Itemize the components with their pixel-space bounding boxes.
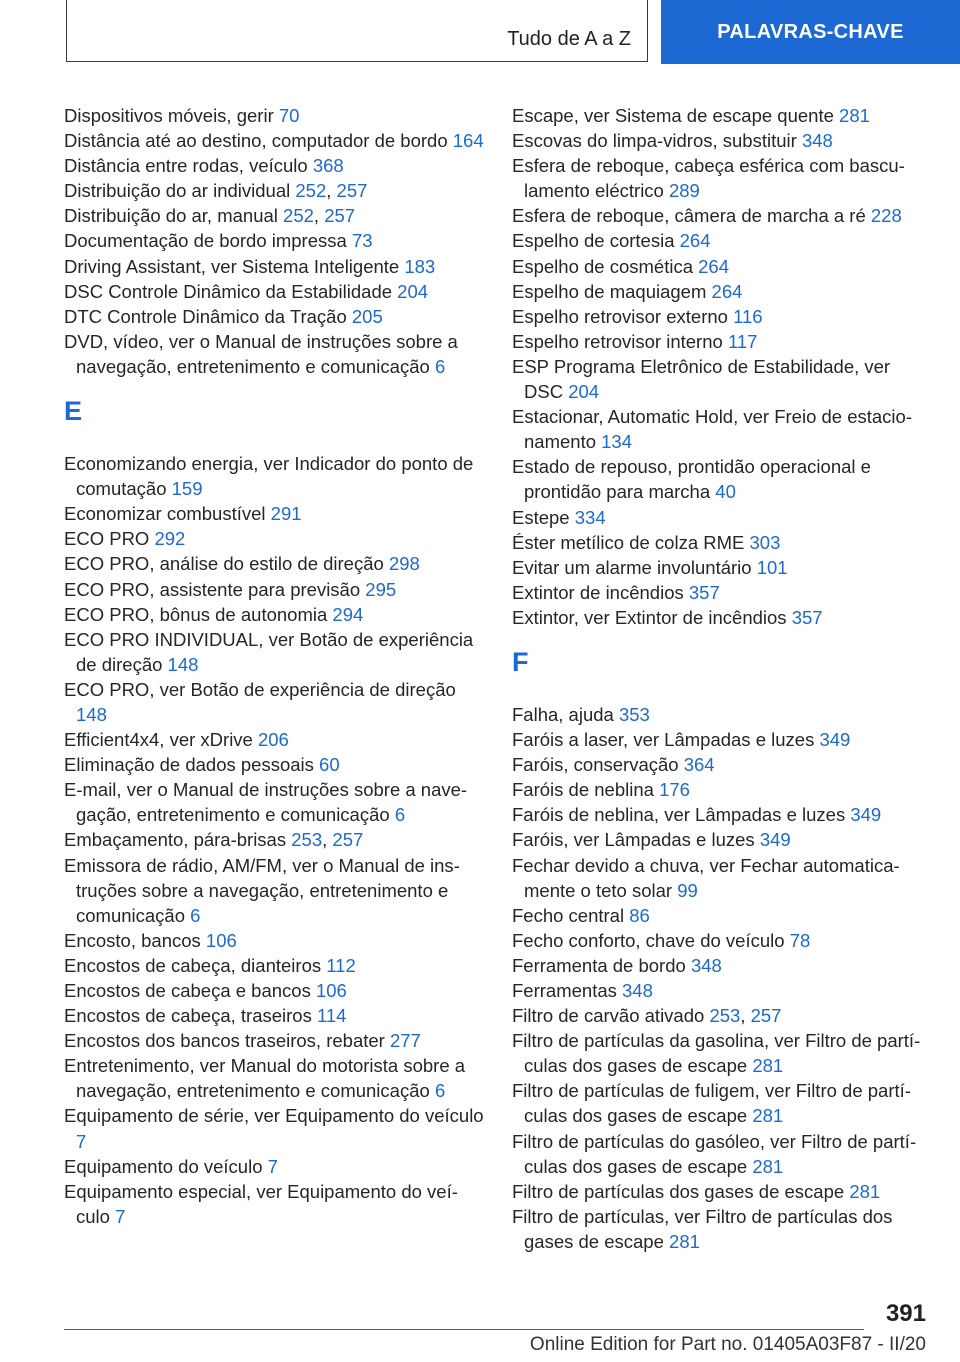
- page-reference-link[interactable]: 148: [167, 653, 199, 675]
- index-entry-text: Emissora de rádio, AM/FM, ver o Manual de instruções sobre a navegação, entretenimento e comunicação: [64, 854, 460, 926]
- index-entry-text: Extintor de incêndios: [512, 581, 684, 603]
- index-entry: [512, 530, 930, 555]
- index-entry-text: Encostos dos bancos traseiros, rebater: [64, 1030, 385, 1052]
- index-entry-text: Filtro de partículas da gasolina, ver Filtro de partículas dos gases de escape: [512, 1030, 921, 1077]
- index-entry: [512, 1129, 930, 1179]
- page-reference-link[interactable]: 114: [316, 1005, 347, 1027]
- index-entry: [64, 978, 484, 1003]
- page-reference-link[interactable]: 281: [752, 1155, 784, 1177]
- index-entry-text: Evitar um alarme involuntário: [512, 556, 752, 578]
- index-entry-text: Encosto, bancos: [64, 929, 201, 951]
- index-entry-text: Economizar combustível: [64, 503, 266, 525]
- page-reference-link[interactable]: 6: [394, 804, 406, 826]
- index-entry-text: Fecho central: [512, 904, 625, 926]
- index-entry-text: Eliminação de dados pessoais: [64, 754, 314, 776]
- index-entry: [512, 802, 930, 827]
- index-entry-text: Estado de repouso, prontidão operacional e prontidão para marcha: [512, 456, 871, 503]
- index-entry: [512, 103, 930, 128]
- index-entry-text: Encostos de cabeça, dianteiros: [64, 954, 322, 976]
- index-entry: Distribuição do ar individual 252, 257: [64, 180, 368, 202]
- page-reference-link[interactable]: 281: [849, 1180, 881, 1202]
- index-entry-text: Faróis a laser, ver Lâmpadas e luzes: [512, 729, 815, 751]
- page-number: 391: [885, 1300, 926, 1327]
- index-entry-text: Faróis, ver Lâmpadas e luzes: [512, 829, 755, 851]
- index-entry: [64, 501, 484, 526]
- page-reference-link[interactable]: 298: [388, 553, 420, 575]
- page-reference-link[interactable]: 281: [839, 105, 870, 126]
- index-entry-text: DTC Controle Dinâmico da Tração: [64, 305, 347, 327]
- page-reference-link[interactable]: 206: [257, 729, 289, 751]
- page-reference-link[interactable]: 60: [319, 754, 340, 776]
- header-tab-keywords[interactable]: [661, 0, 960, 64]
- page-reference-link[interactable]: 281: [669, 1230, 700, 1252]
- index-entry: [512, 1028, 930, 1078]
- page-reference-link[interactable]: 281: [752, 1055, 784, 1077]
- index-entry: [64, 677, 484, 727]
- page-reference-link[interactable]: 364: [683, 754, 715, 776]
- page-reference-link[interactable]: 117: [727, 330, 758, 352]
- index-entry: [512, 853, 930, 903]
- index-entry-text: Estepe: [512, 506, 570, 528]
- header-section-box: [66, 0, 648, 62]
- index-entry: [64, 1003, 484, 1028]
- index-entry-text: E-mail, ver o Manual de instruções sobre a navegação, entretenimento e comunicação: [64, 779, 468, 826]
- index-entry: [512, 953, 930, 978]
- index-entry: [64, 752, 484, 777]
- index-entry-text: ECO PRO, análise do estilo de direção: [64, 553, 384, 575]
- index-entry-text: ECO PRO: [64, 528, 150, 550]
- index-entry-text: Equipamento especial, ver Equipamento do veículo: [64, 1180, 458, 1227]
- page-reference-link[interactable]: 357: [791, 606, 823, 628]
- index-entry: [64, 777, 484, 827]
- index-letter-heading: E: [64, 396, 83, 427]
- page-reference-link[interactable]: 257: [336, 180, 368, 202]
- index-entry-text: Ferramenta de bordo: [512, 954, 686, 976]
- page-reference-link[interactable]: 264: [711, 280, 743, 302]
- index-entry: [64, 329, 484, 379]
- index-entry: [64, 853, 484, 928]
- index-entry: [64, 228, 484, 253]
- page-reference-link[interactable]: 78: [789, 929, 811, 951]
- index-entry: [512, 454, 930, 504]
- index-column-left: [64, 103, 484, 1229]
- index-entry-text: Distância até ao destino, computador de bordo: [64, 130, 448, 152]
- index-entry-text: Escape, ver Sistema de escape quente: [512, 105, 834, 126]
- index-entry-text: Esfera de reboque, cabeça esférica com basculamento eléctrico: [512, 155, 905, 202]
- page-reference-link[interactable]: 295: [365, 578, 397, 600]
- page-reference-link[interactable]: 183: [404, 255, 436, 277]
- page-reference-link[interactable]: 176: [659, 779, 690, 801]
- index-entry-text: Distribuição do ar, manual: [64, 205, 278, 227]
- page-reference-link[interactable]: 292: [154, 528, 186, 550]
- index-entry: Filtro de carvão ativado 253, 257: [512, 1005, 782, 1027]
- index-entry: [64, 551, 484, 576]
- page-reference-link[interactable]: 101: [756, 556, 788, 578]
- index-entry: [64, 254, 484, 279]
- index-entry-text: Falha, ajuda: [512, 703, 614, 725]
- page-reference-link[interactable]: 7: [76, 1130, 87, 1152]
- page-reference-link[interactable]: 253: [709, 1005, 741, 1027]
- index-entry-text: ECO PRO, bônus de autonomia: [64, 603, 328, 625]
- page-reference-link[interactable]: 204: [397, 280, 429, 302]
- index-entry: [64, 928, 484, 953]
- page-reference-link[interactable]: 40: [715, 481, 736, 503]
- index-entry-text: Efficient4x4, ver xDrive: [64, 729, 253, 751]
- page-reference-link[interactable]: 257: [750, 1005, 782, 1027]
- index-entry-text: Fechar devido a chuva, ver Fechar automaticamente o teto solar: [512, 854, 900, 901]
- index-entry: [512, 128, 930, 153]
- page-reference-link[interactable]: 6: [434, 355, 446, 377]
- index-entry: [512, 555, 930, 580]
- index-entry: [512, 354, 930, 404]
- header-tab-label: PALAVRAS-CHAVE: [717, 20, 904, 43]
- page-reference-link[interactable]: 349: [850, 804, 882, 826]
- page-reference-link[interactable]: 106: [205, 929, 237, 951]
- page-reference-link[interactable]: 281: [752, 1105, 784, 1127]
- page-reference-link[interactable]: 349: [759, 829, 791, 851]
- page-reference-link[interactable]: 7: [267, 1155, 278, 1177]
- index-entry-text: ECO PRO INDIVIDUAL, ver Botão de experiência de direção: [64, 628, 474, 675]
- page-reference-link[interactable]: 289: [668, 180, 700, 202]
- index-entry: [512, 153, 930, 203]
- index-entry-text: Faróis de neblina, ver Lâmpadas e luzes: [512, 804, 846, 826]
- index-entry: [64, 602, 484, 627]
- page-reference-link[interactable]: 134: [601, 431, 633, 453]
- index-entry-text: ECO PRO, assistente para previsão: [64, 578, 361, 600]
- index-entry-text: Éster metílico de colza RME: [512, 531, 745, 553]
- footer-divider: [64, 1329, 864, 1330]
- index-entry-text: Driving Assistant, ver Sistema Inteligente: [64, 255, 400, 277]
- page-reference-link[interactable]: 277: [389, 1030, 421, 1052]
- index-entry-text: Escovas do limpa-vidros, substituir: [512, 130, 797, 152]
- index-entry: [512, 702, 930, 727]
- page-reference-link[interactable]: 148: [76, 703, 107, 725]
- page-reference-link[interactable]: 6: [434, 1080, 446, 1102]
- index-entry: Distribuição do ar, manual 252, 257: [64, 205, 356, 227]
- index-entry-text: Filtro de partículas de fuligem, ver Filtro de partículas dos gases de escape: [512, 1080, 911, 1127]
- page-reference-link[interactable]: 204: [568, 381, 600, 403]
- index-entry: [512, 727, 930, 752]
- page-reference-link[interactable]: 291: [270, 503, 302, 525]
- page-reference-link[interactable]: 353: [618, 703, 650, 725]
- index-entry: [512, 1078, 930, 1128]
- page-reference-link[interactable]: 164: [452, 130, 484, 152]
- index-entry-text: DSC Controle Dinâmico da Estabilidade: [64, 280, 393, 302]
- page-reference-link[interactable]: 348: [801, 130, 833, 152]
- page-reference-link[interactable]: 70: [278, 105, 300, 126]
- page-reference-link[interactable]: 99: [677, 879, 698, 901]
- page-reference-link[interactable]: 252: [295, 180, 327, 202]
- page-reference-link[interactable]: 264: [698, 255, 730, 277]
- page-reference-link[interactable]: 228: [870, 205, 902, 227]
- index-entry-text: Encostos de cabeça, traseiros: [64, 1005, 312, 1027]
- page-reference-link[interactable]: 106: [315, 980, 347, 1001]
- index-entry-text: Fecho conforto, chave do veículo: [512, 929, 785, 951]
- index-entry: [512, 505, 930, 530]
- index-entry: [512, 1204, 930, 1254]
- index-entry: [64, 1103, 484, 1153]
- page-reference-link[interactable]: 257: [324, 205, 356, 227]
- index-entry: [512, 605, 930, 630]
- index-entry: [64, 153, 484, 178]
- index-entry-text: Filtro de partículas do gasóleo, ver Filtro de partículas dos gases de escape: [512, 1130, 917, 1177]
- index-entry: [512, 329, 930, 354]
- index-entry: [512, 404, 930, 454]
- page-reference-link[interactable]: 264: [679, 230, 711, 252]
- index-entry: [64, 128, 484, 153]
- index-entry: [64, 727, 484, 752]
- index-entry: [512, 928, 930, 953]
- index-entry-text: Documentação de bordo impressa: [64, 230, 347, 252]
- page-header: [66, 0, 960, 64]
- index-entry-text: Esfera de reboque, câmera de marcha a ré: [512, 205, 866, 227]
- index-entry: [64, 304, 484, 329]
- page-reference-link[interactable]: 349: [819, 729, 851, 751]
- index-entry: [512, 978, 930, 1003]
- index-entry: [512, 752, 930, 777]
- index-entry-text: Distribuição do ar individual: [64, 180, 291, 202]
- index-entry-text: Equipamento de série, ver Equipamento do veículo: [64, 1105, 484, 1127]
- index-entry: [512, 279, 930, 304]
- page-reference-link[interactable]: 348: [622, 980, 653, 1001]
- index-entry-text: Espelho retrovisor externo: [512, 305, 728, 327]
- page-reference-link[interactable]: 294: [332, 603, 364, 625]
- page-reference-link[interactable]: 252: [283, 205, 314, 227]
- index-entry: [512, 203, 930, 228]
- index-entry: [64, 451, 484, 501]
- index-entry: [64, 577, 484, 602]
- index-entry-text: Filtro de carvão ativado: [512, 1005, 705, 1027]
- footer-edition: Online Edition for Part no. 01405A03F87 - II/20: [529, 1334, 926, 1355]
- page-reference-link[interactable]: 253: [291, 829, 323, 851]
- page-reference-link[interactable]: 257: [332, 829, 364, 851]
- page-reference-link[interactable]: 86: [629, 904, 650, 926]
- index-entry: [64, 1028, 484, 1053]
- index-entry: [64, 1154, 484, 1179]
- index-entry-text: Extintor, ver Extintor de incêndios: [512, 606, 787, 628]
- page-reference-link[interactable]: 334: [574, 506, 606, 528]
- index-entry: [512, 827, 930, 852]
- index-entry: [64, 1179, 484, 1229]
- page-reference-link[interactable]: 159: [171, 478, 203, 500]
- index-entry: [512, 580, 930, 605]
- index-entry: [512, 1179, 930, 1204]
- index-entry: [512, 903, 930, 928]
- index-entry-text: Equipamento do veículo: [64, 1155, 263, 1177]
- index-entry-text: Espelho de cosmética: [512, 255, 693, 277]
- header-section-title: Tudo de A a Z: [507, 28, 631, 50]
- index-entry-text: Faróis de neblina: [512, 779, 654, 801]
- page-reference-link[interactable]: 348: [690, 954, 722, 976]
- index-entry: [64, 279, 484, 304]
- page-reference-link[interactable]: 303: [749, 531, 781, 553]
- index-entry-text: Distância entre rodas, veículo: [64, 155, 308, 177]
- index-entry-text: Entretenimento, ver Manual do motorista sobre a navegação, entretenimento e comunicação: [64, 1055, 466, 1102]
- index-entry-text: Estacionar, Automatic Hold, ver Freio de estacionamento: [512, 406, 913, 453]
- index-entry-text: Ferramentas: [512, 980, 617, 1001]
- page-reference-link[interactable]: 205: [351, 305, 383, 327]
- page-reference-link[interactable]: 368: [312, 155, 344, 177]
- page-reference-link[interactable]: 357: [688, 581, 720, 603]
- index-column-right: [512, 103, 930, 1254]
- index-entry-text: Encostos de cabeça e bancos: [64, 980, 311, 1001]
- index-entry-text: ESP Programa Eletrônico de Estabilidade, ver DSC: [512, 355, 891, 403]
- index-entry: [512, 777, 930, 802]
- page-reference-link[interactable]: 112: [326, 954, 356, 976]
- index-letter-heading: F: [512, 646, 529, 677]
- index-entry-text: Espelho retrovisor interno: [512, 330, 723, 352]
- index-entry-text: Faróis, conservação: [512, 754, 679, 776]
- index-entry: [512, 228, 930, 253]
- index-entry-text: Espelho de cortesia: [512, 230, 675, 252]
- index-entry-text: Dispositivos móveis, gerir: [64, 105, 274, 126]
- page-reference-link[interactable]: 6: [190, 904, 201, 926]
- index-entry: [64, 1053, 484, 1103]
- index-entry-text: Espelho de maquiagem: [512, 280, 707, 302]
- index-entry: [64, 103, 484, 128]
- index-entry: [64, 953, 484, 978]
- index-entry-text: DVD, vídeo, ver o Manual de instruções sobre a navegação, entretenimento e comunicação: [64, 330, 458, 377]
- index-entry-text: ECO PRO, ver Botão de experiência de direção: [64, 678, 456, 700]
- page-reference-link[interactable]: 73: [351, 230, 373, 252]
- page-reference-link[interactable]: 116: [733, 305, 763, 327]
- index-entry: [64, 627, 484, 677]
- index-entry: [512, 304, 930, 329]
- index-entry: Embaçamento, pára-brisas 253, 257: [64, 829, 364, 851]
- index-entry: [64, 526, 484, 551]
- index-entry: [512, 254, 930, 279]
- index-entry-text: Filtro de partículas dos gases de escape: [512, 1180, 845, 1202]
- index-entry-text: Embaçamento, pára-brisas: [64, 829, 287, 851]
- index-entry-text: Filtro de partículas, ver Filtro de partículas dos gases de escape: [512, 1205, 893, 1252]
- index-entry-text: Economizando energia, ver Indicador do ponto de comutação: [64, 453, 474, 500]
- page-reference-link[interactable]: 7: [115, 1205, 126, 1227]
